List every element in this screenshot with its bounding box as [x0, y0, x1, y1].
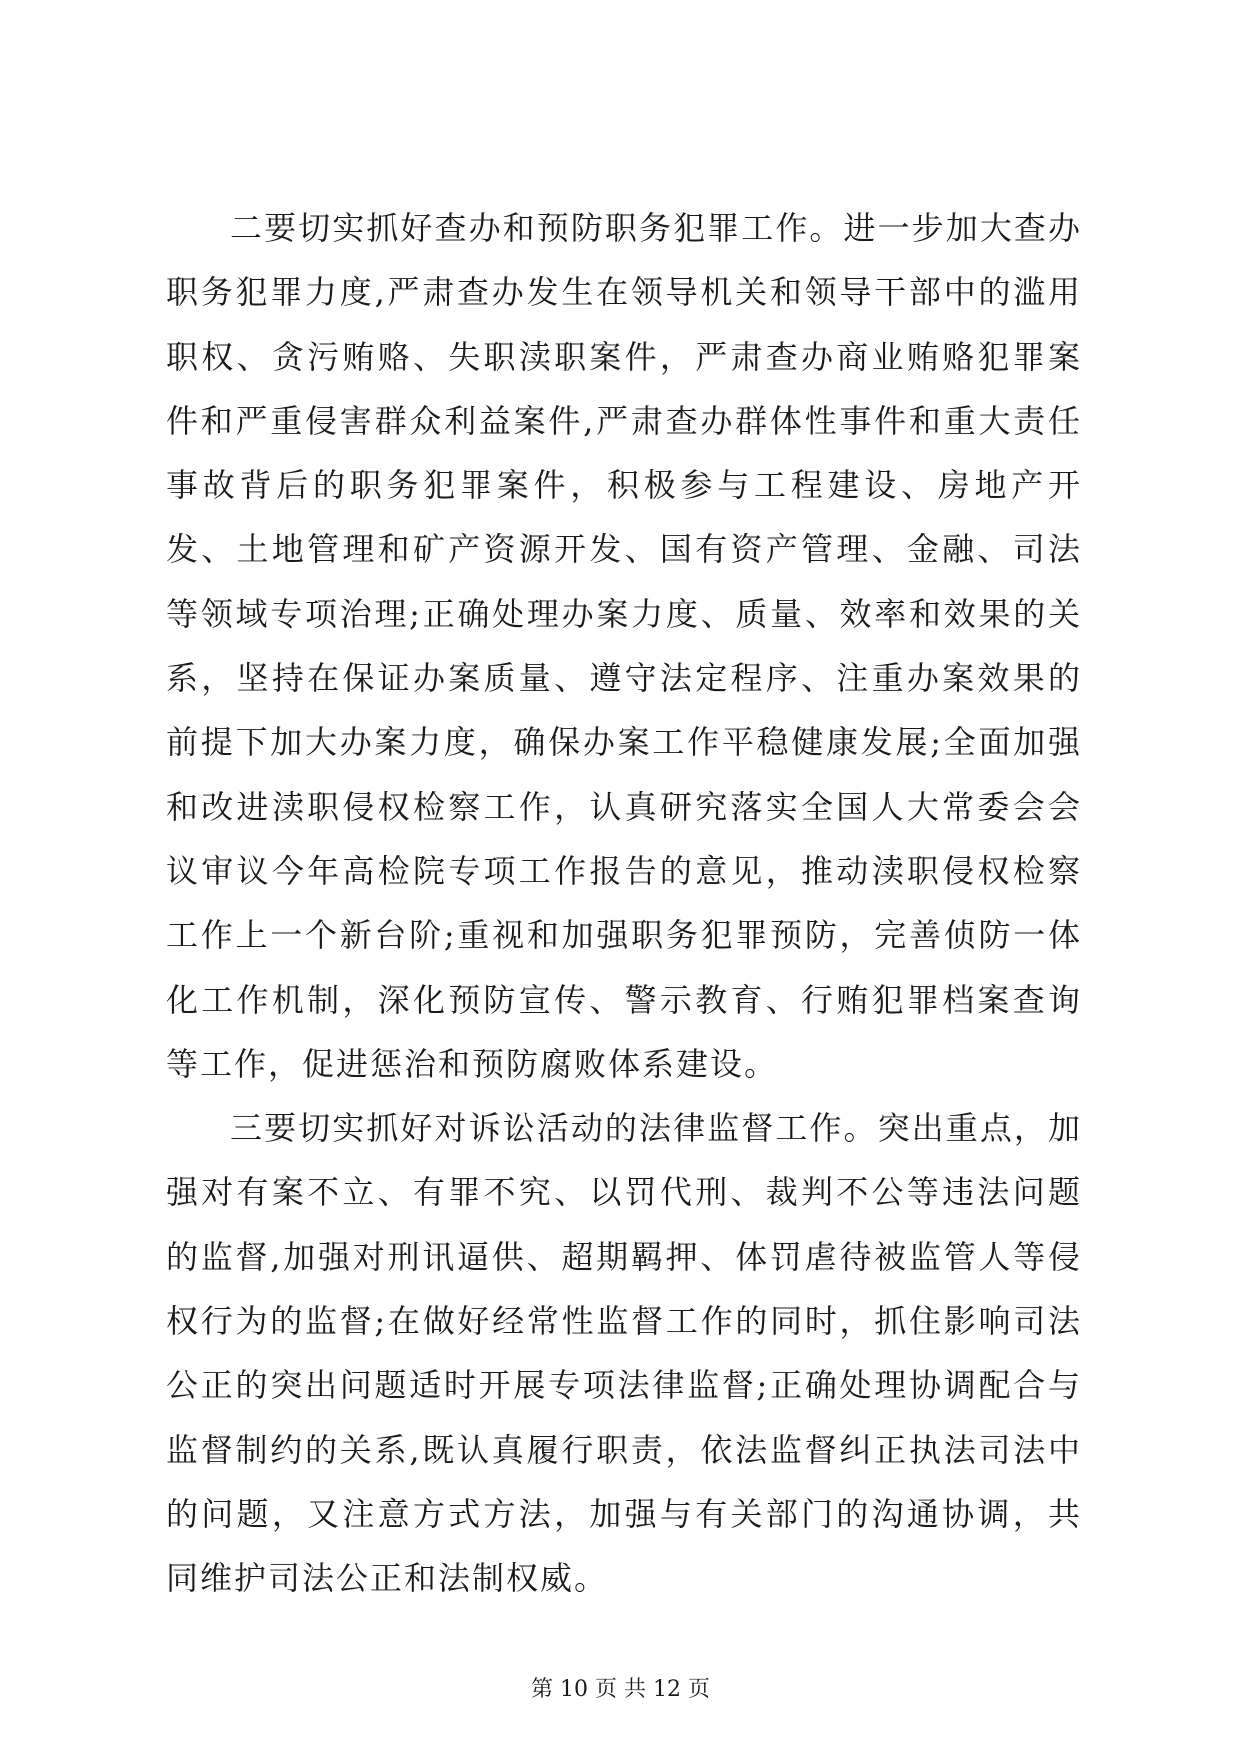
paragraph-investigation: 二要切实抓好查办和预防职务犯罪工作。进一步加大查办职务犯罪力度,严肃查办发生在领导机关和领导干部中的滥用职权、贪污贿赂、失职渎职案件，严肃查办商业贿赂犯罪案件和严重侵害群众利益案件,严肃查办群体性事件和重大责任事故背后的职务犯罪案件，积极参与工程建设、房地产开发、土地管理和矿产资源开发、国有资产管理、金融、司法等领域专项治理;正确处理办案力度、质量、效率和效果的关系，坚持在保证办案质量、遵守法定程序、注重办案效果的前提下加大办案力度，确保办案工作平稳健康发展;全面加强和改进渎职侵权检察工作，认真研究落实全国人大常委会会议审议今年高检院专项工作报告的意见，推动渎职侵权检察工作上一个新台阶;重视和加强职务犯罪预防，完善侦防一体化工作机制，深化预防宣传、警示教育、行贿犯罪档案查询等工作，促进惩治和预防腐败体系建设。 [166, 209, 1082, 1083]
document-body [166, 196, 1082, 1611]
page-footer: 第 10 页 共 12 页 [531, 1677, 710, 1702]
paragraph-supervision: 三要切实抓好对诉讼活动的法律监督工作。突出重点，加强对有案不立、有罪不究、以罚代刑、裁判不公等违法问题的监督,加强对刑讯逼供、超期羁押、体罚虐待被监管人等侵权行为的监督;在做好经常性监督工作的同时，抓住影响司法公正的突出问题适时开展专项法律监督;正确处理协调配合与监督制约的关系,既认真履行职责，依法监督纠正执法司法中的问题，又注意方式方法，加强与有关部门的沟通协调，共同维护司法公正和法制权威。 [166, 1109, 1082, 1598]
